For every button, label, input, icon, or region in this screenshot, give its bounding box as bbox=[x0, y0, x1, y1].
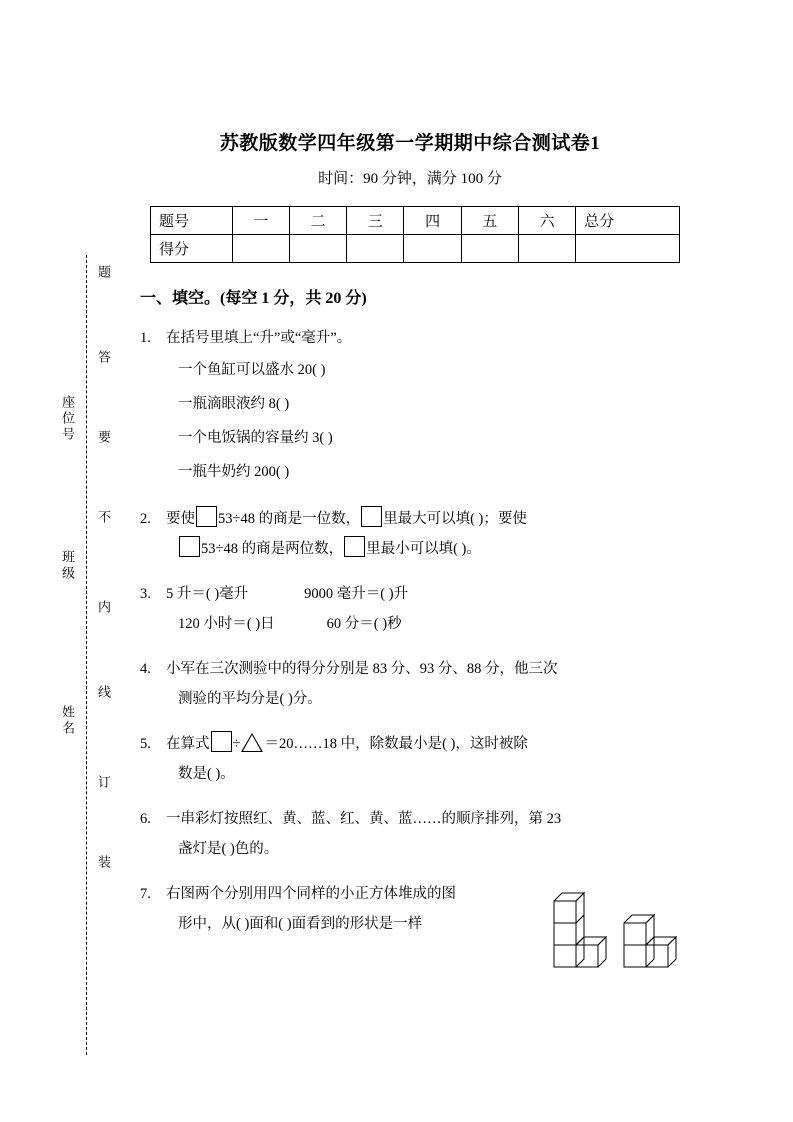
score-cell-4[interactable] bbox=[404, 235, 461, 263]
question-1-text: 在括号里填上“升”或“毫升”。 bbox=[166, 330, 352, 346]
seal-char-8: 装 bbox=[96, 855, 111, 871]
class-field: 班级 bbox=[60, 550, 75, 582]
seal-char-1: 题 bbox=[96, 265, 111, 281]
score-cell-total[interactable] bbox=[576, 235, 680, 263]
question-4-text-1: 小军在三次测验中的得分分别是 83 分、93 分、88 分，他三次 bbox=[166, 661, 558, 677]
question-6-text-1: 一串彩灯按照红、黄、蓝、红、黄、蓝……的顺序排列，第 23 bbox=[166, 811, 562, 827]
seal-char-5: 内 bbox=[96, 600, 111, 616]
question-4-text-2: 测验的平均分是( )分。 bbox=[178, 691, 322, 707]
question-3-text-b: 9000 毫升＝( )升 bbox=[304, 586, 409, 602]
question-1-item-2: 一瓶滴眼液约 8( ) bbox=[178, 396, 290, 412]
score-cell-2[interactable] bbox=[289, 235, 346, 263]
question-2-number: 2. bbox=[140, 511, 151, 527]
seal-char-2: 答 bbox=[96, 350, 111, 366]
seal-char-3: 要 bbox=[96, 430, 111, 446]
answer-box-icon[interactable] bbox=[196, 506, 217, 527]
question-6-number: 6. bbox=[140, 811, 151, 827]
question-7 bbox=[140, 879, 680, 939]
question-5 bbox=[140, 729, 680, 789]
score-cell-5[interactable] bbox=[461, 235, 518, 263]
score-table-col-4: 四 bbox=[404, 207, 461, 235]
question-1-item-1: 一个鱼缸可以盛水 20( ) bbox=[178, 362, 326, 378]
seal-dashed-line bbox=[86, 255, 87, 1055]
cube-figures bbox=[548, 881, 688, 976]
score-table-col-5: 五 bbox=[461, 207, 518, 235]
table-row bbox=[151, 207, 680, 235]
seal-char-4: 不 bbox=[96, 510, 111, 526]
cube-stack-diagram-icon bbox=[548, 881, 688, 976]
exam-paper bbox=[140, 0, 680, 939]
answer-box-icon[interactable] bbox=[361, 506, 382, 527]
question-3-number: 3. bbox=[140, 586, 151, 602]
question-1-item-3: 一个电饭锅的容量约 3( ) bbox=[178, 430, 333, 446]
answer-box-icon[interactable] bbox=[179, 536, 200, 557]
score-table bbox=[150, 206, 680, 263]
question-1-number: 1. bbox=[140, 330, 151, 346]
question-6-text-2: 盏灯是( )色的。 bbox=[178, 841, 279, 857]
question-4 bbox=[140, 654, 680, 714]
answer-box-icon[interactable] bbox=[211, 731, 232, 752]
question-7-text-1: 右图两个分别用四个同样的小正方体堆成的图 bbox=[166, 886, 456, 902]
question-3-text-a: 5 升＝( )毫升 bbox=[166, 586, 249, 602]
question-5-text-b: ÷ bbox=[232, 736, 241, 752]
answer-box-icon[interactable] bbox=[344, 536, 365, 557]
seal-line-strip bbox=[52, 255, 122, 1055]
score-cell-1[interactable] bbox=[232, 235, 289, 263]
seal-char-6: 线 bbox=[96, 685, 111, 701]
score-table-col-3: 三 bbox=[347, 207, 404, 235]
score-table-total-header: 总分 bbox=[576, 207, 680, 235]
question-4-number: 4. bbox=[140, 661, 151, 677]
section-heading-1: 一、填空。(每空 1 分，共 20 分) bbox=[140, 290, 367, 307]
score-table-header-label: 题号 bbox=[151, 207, 233, 235]
question-1 bbox=[140, 323, 680, 489]
question-3 bbox=[140, 579, 680, 639]
question-5-number: 5. bbox=[140, 736, 151, 752]
score-table-col-1: 一 bbox=[232, 207, 289, 235]
score-table-col-6: 六 bbox=[518, 207, 575, 235]
page-subtitle: 时间：90 分钟，满分 100 分 bbox=[318, 171, 502, 187]
score-cell-3[interactable] bbox=[347, 235, 404, 263]
seat-number-field: 座位号 bbox=[60, 395, 75, 443]
question-2 bbox=[140, 504, 680, 564]
seal-char-7: 订 bbox=[96, 775, 111, 791]
question-2-text-e: 里最小可以填( )。 bbox=[366, 541, 481, 557]
question-2-text-d: 53÷48 的商是两位数， bbox=[201, 541, 344, 557]
question-7-number: 7. bbox=[140, 886, 151, 902]
score-row-label: 得分 bbox=[151, 235, 233, 263]
name-field: 姓名 bbox=[60, 705, 75, 737]
score-table-col-2: 二 bbox=[289, 207, 346, 235]
question-3-text-c: 120 小时＝( )日 bbox=[178, 616, 275, 632]
question-5-text-c: ＝20……18 中，除数最小是( )，这时被除 bbox=[264, 736, 528, 752]
question-7-text-2: 形中，从( )面和( )面看到的形状是一样 bbox=[178, 916, 423, 932]
answer-triangle-icon[interactable] bbox=[241, 733, 263, 752]
question-1-item-4: 一瓶牛奶约 200( ) bbox=[178, 464, 290, 480]
question-2-text-a: 要使 bbox=[166, 511, 195, 527]
page-title: 苏教版数学四年级第一学期期中综合测试卷1 bbox=[219, 133, 601, 154]
question-6 bbox=[140, 804, 680, 864]
question-2-text-b: 53÷48 的商是一位数， bbox=[218, 511, 361, 527]
score-cell-6[interactable] bbox=[518, 235, 575, 263]
table-row bbox=[151, 235, 680, 263]
question-5-text-d: 数是( )。 bbox=[178, 766, 235, 782]
question-3-text-d: 60 分＝( )秒 bbox=[326, 616, 402, 632]
question-2-line-2 bbox=[178, 534, 680, 564]
question-3-line-2 bbox=[178, 609, 680, 639]
question-5-text-a: 在算式 bbox=[166, 736, 210, 752]
question-2-text-c: 里最大可以填( )；要使 bbox=[383, 511, 527, 527]
